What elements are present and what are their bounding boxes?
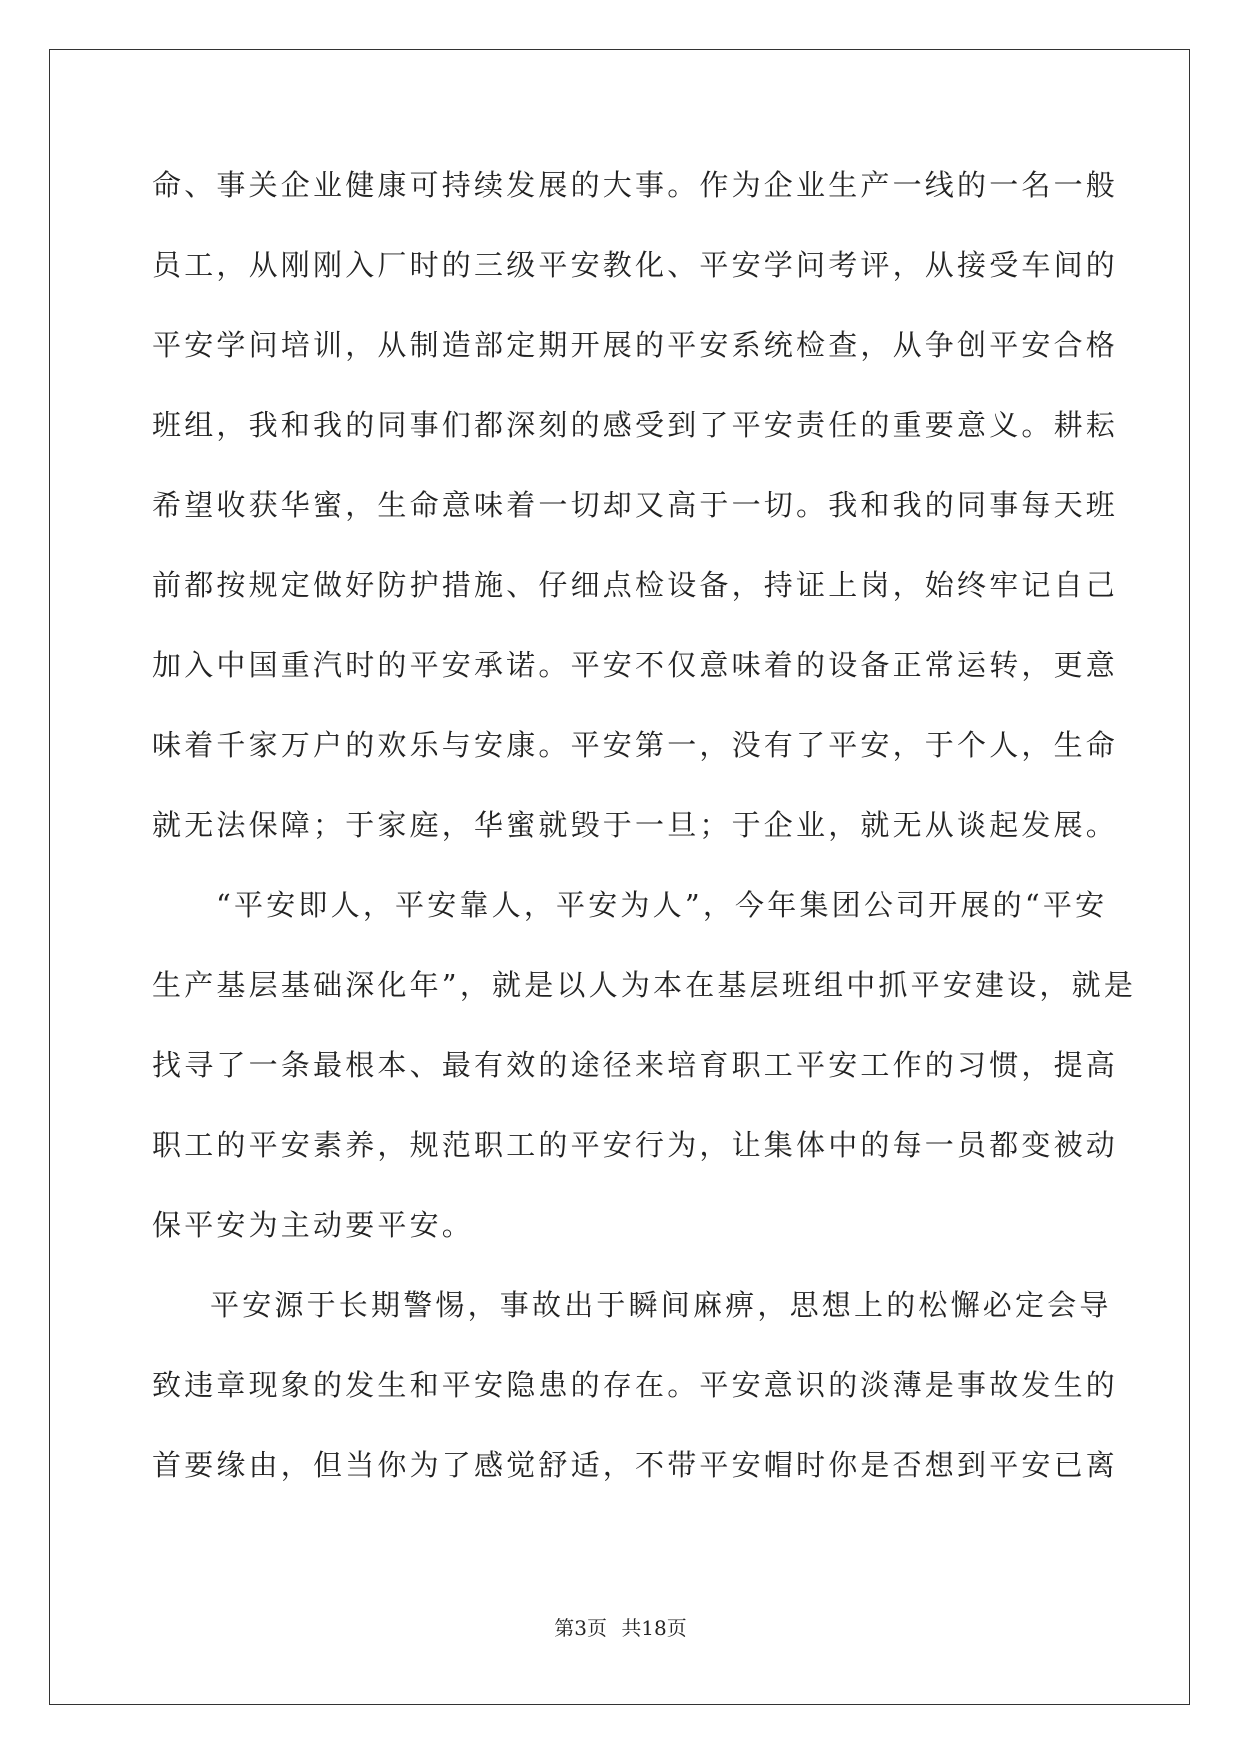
text-line: 命、事关企业健康可持续发展的大事。作为企业生产一线的一名一般 (152, 168, 1119, 202)
page-number: 第3页 (554, 1616, 607, 1640)
paragraph-first-line: 平安源于长期警惕，事故出于瞬间麻痹，思想上的松懈必定会导 (210, 1288, 1112, 1322)
text-line: 希望收获华蜜，生命意味着一切却又高于一切。我和我的同事每天班 (152, 488, 1119, 522)
paragraph-last-line: 保平安为主动要平安。 (152, 1208, 475, 1242)
paragraph-first-line: “平安即人，平安靠人，平安为人”，今年集团公司开展的“平安 (216, 888, 1108, 922)
page-total: 共18页 (621, 1616, 687, 1640)
text-line: 生产基层基础深化年”，就是以人为本在基层班组中抓平安建设，就是 (152, 968, 1137, 1002)
text-line: 平安学问培训，从制造部定期开展的平安系统检查，从争创平安合格 (152, 328, 1119, 362)
text-line: 加入中国重汽时的平安承诺。平安不仅意味着的设备正常运转，更意 (152, 648, 1119, 682)
document-body (152, 160, 1137, 1520)
page-footer (0, 1612, 1241, 1641)
text-line: 前都按规定做好防护措施、仔细点检设备，持证上岗，始终牢记自己 (152, 568, 1119, 602)
text-line: 就无法保障；于家庭，华蜜就毁于一旦；于企业，就无从谈起发展。 (152, 808, 1119, 842)
text-line: 职工的平安素养，规范职工的平安行为，让集体中的每一员都变被动 (152, 1128, 1119, 1162)
text-line: 找寻了一条最根本、最有效的途径来培育职工平安工作的习惯，提高 (152, 1048, 1119, 1082)
text-line: 味着千家万户的欢乐与安康。平安第一，没有了平安，于个人，生命 (152, 728, 1119, 762)
text-line: 班组，我和我的同事们都深刻的感受到了平安责任的重要意义。耕耘 (152, 408, 1119, 442)
text-line: 员工，从刚刚入厂时的三级平安教化、平安学问考评，从接受车间的 (152, 248, 1119, 282)
text-line: 首要缘由，但当你为了感觉舒适，不带平安帽时你是否想到平安已离 (152, 1448, 1119, 1482)
text-line: 致违章现象的发生和平安隐患的存在。平安意识的淡薄是事故发生的 (152, 1368, 1119, 1402)
